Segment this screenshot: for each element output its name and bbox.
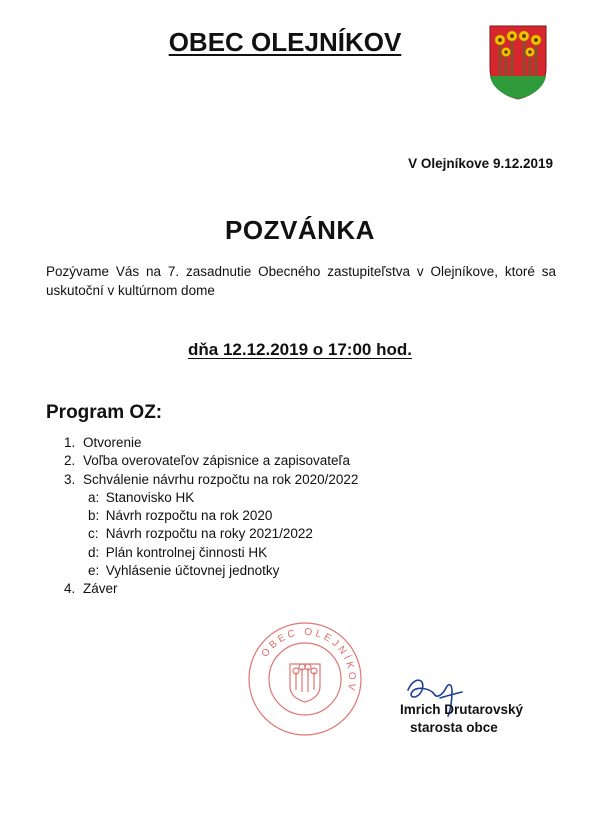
agenda-subitem: [64, 562, 358, 580]
agenda-subitem: [64, 489, 358, 507]
agenda-list: [64, 434, 358, 599]
municipality-title: OBEC OLEJNÍKOV: [168, 27, 402, 57]
agenda-subitem-letter: e:: [88, 563, 100, 579]
agenda-item-number: 4.: [64, 581, 76, 597]
agenda-item-number: 3.: [64, 471, 76, 487]
signer-name: Imrich Drutarovský: [400, 702, 524, 717]
place-date: V Olejníkove 9.12.2019: [408, 156, 553, 171]
invitation-text: Pozývame Vás na 7. zasadnutie Obecného zastupiteľstva v Olejníkove, ktoré sa uskutoční v kultúrnom dome: [46, 264, 556, 298]
agenda-subitem-label: Návrh rozpočtu na roky 2021/2022: [105, 526, 313, 542]
agenda-item: [64, 471, 358, 489]
agenda-subitem-letter: a:: [88, 489, 100, 505]
agenda-item: [64, 452, 358, 470]
agenda-subitem: [64, 544, 358, 562]
document-title: POZVÁNKA: [225, 215, 375, 245]
signer-role: starosta obce: [410, 720, 498, 735]
agenda-subitem-letter: c:: [88, 526, 99, 542]
agenda-subitem-letter: b:: [88, 508, 100, 524]
agenda-subitem: [64, 507, 358, 525]
official-stamp-icon: [246, 620, 364, 738]
stamp-text: OBEC OLEJNÍKOV: [259, 626, 358, 694]
agenda-subitem-letter: d:: [88, 544, 100, 560]
program-heading: Program OZ:: [46, 402, 163, 423]
agenda-item-number: 1.: [64, 435, 76, 450]
agenda-item-label: Záver: [83, 581, 118, 597]
agenda-subitem-label: Plán kontrolnej činnosti HK: [105, 544, 268, 560]
agenda-subitem-label: Stanovisko HK: [105, 489, 195, 505]
meeting-date-time: dňa 12.12.2019 o 17:00 hod.: [188, 340, 412, 359]
agenda-item: [64, 580, 358, 598]
agenda-item-number: 2.: [64, 453, 76, 469]
agenda-subitem: [64, 525, 358, 543]
agenda-subitem-label: Návrh rozpočtu na rok 2020: [105, 508, 273, 524]
coat-of-arms-icon: [488, 24, 548, 100]
agenda-item-label: Otvorenie: [83, 435, 142, 450]
agenda-item-label: Voľba overovateľov zápisnice a zapisovateľa: [83, 453, 350, 469]
agenda-item: [64, 434, 358, 452]
agenda-item-label: Schválenie návrhu rozpočtu na rok 2020/2022: [83, 471, 359, 487]
agenda-subitem-label: Vyhlásenie účtovnej jednotky: [105, 563, 280, 579]
